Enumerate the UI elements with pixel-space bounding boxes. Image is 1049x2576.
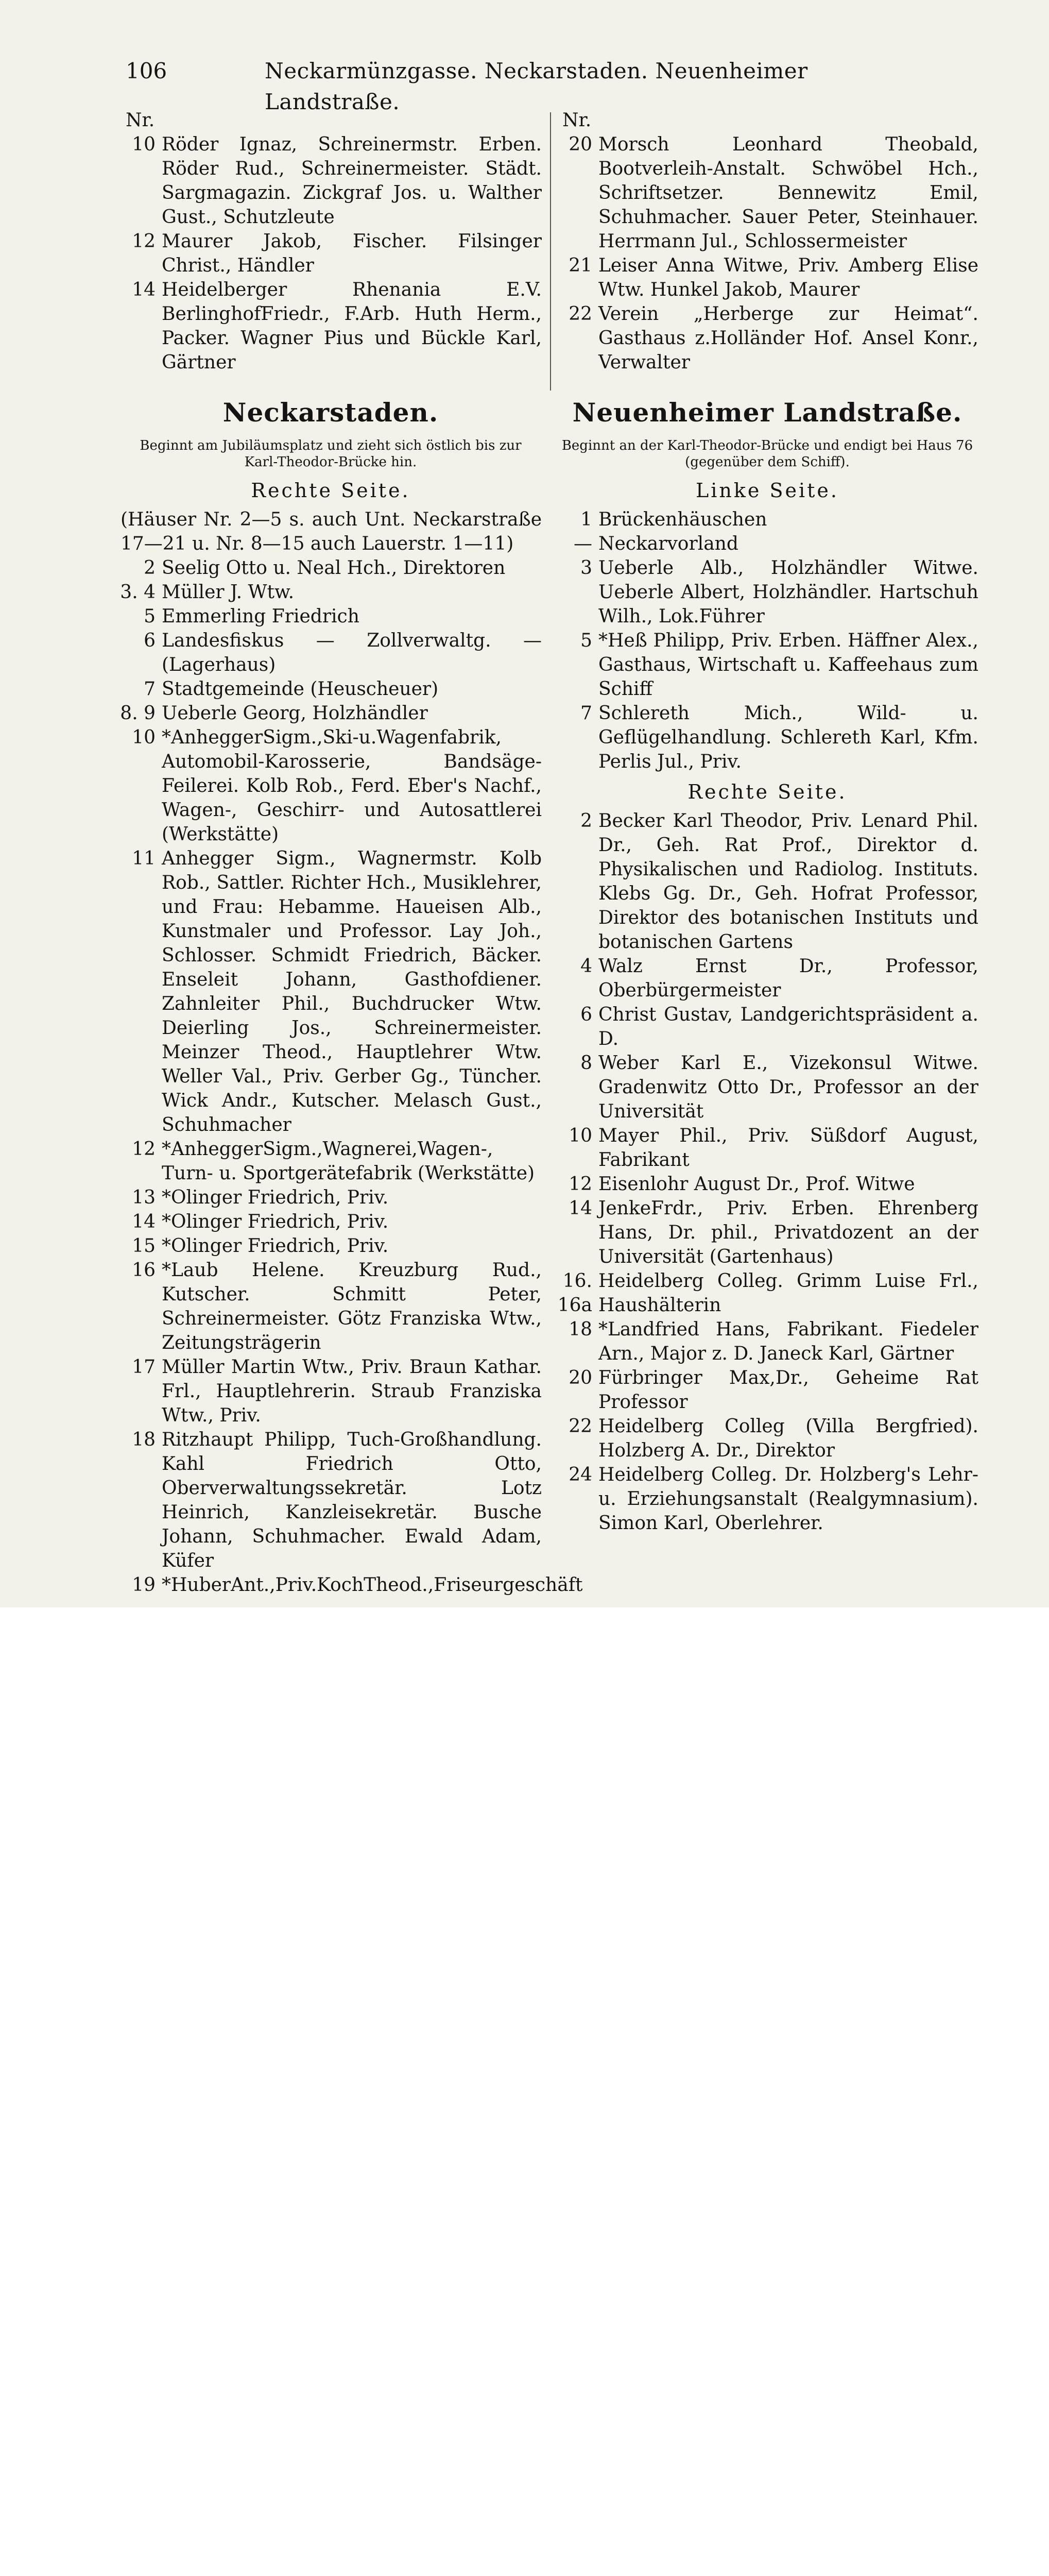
entry-text: *AnheggerSigm.,Wagnerei,Wagen-, Turn- u. Sportgerätefabrik (Werkstätte) xyxy=(162,1139,535,1184)
house-number: 16 xyxy=(132,1260,156,1281)
house-number: 4 xyxy=(580,956,592,977)
side-heading: Rechte Seite. xyxy=(251,479,410,502)
list-item xyxy=(119,677,542,701)
entry-text: Heidelberger Rhenania E.V. BerlinghofFriedr., F.Arb. Huth Herm., Packer. Wagner Pius und Bückle Karl, Gärtner xyxy=(162,279,542,373)
list-item xyxy=(556,1003,978,1051)
list-item xyxy=(556,1366,978,1414)
running-head xyxy=(126,56,895,114)
house-number: 19 xyxy=(132,1574,156,1596)
list-item xyxy=(119,556,542,580)
house-number: 12 xyxy=(132,1139,156,1160)
house-number: 11 xyxy=(132,848,156,869)
entry-text: Seelig Otto u. Neal Hch., Direktoren xyxy=(162,557,506,579)
entry-text: Ritzhaupt Philipp, Tuch-Großhandlung. Kahl Friedrich Otto, Oberverwaltungssekretär. Lotz Heinrich, Kanzleisekretär. Busche Johann, Schuhmacher. Ewald Adam, Küfer xyxy=(162,1429,542,1571)
list-item xyxy=(556,1124,978,1172)
house-number: 2 xyxy=(144,557,156,579)
entry-text: *HuberAnt.,Priv.KochTheod.,Friseurgeschäft xyxy=(162,1574,583,1596)
house-number: 3 xyxy=(580,557,592,579)
list-item xyxy=(556,701,978,774)
list-item xyxy=(556,507,978,532)
house-number: 10 xyxy=(132,134,156,155)
list-item xyxy=(556,1051,978,1124)
list-item xyxy=(119,701,542,725)
house-number: 22 xyxy=(569,1416,592,1437)
house-number: 14 xyxy=(132,279,156,300)
entry-text: Neckarvorland xyxy=(598,533,738,554)
side-heading-right: Rechte Seite. xyxy=(687,781,847,803)
entry-text: Leiser Anna Witwe, Priv. Amberg Elise Wtw. Hunkel Jakob, Maurer xyxy=(598,255,978,300)
entry-text: Mayer Phil., Priv. Süßdorf August, Fabrikant xyxy=(598,1125,978,1171)
entry-text: Heidelberg Colleg. Grimm Luise Frl., Haushälterin xyxy=(598,1270,978,1316)
column-divider-rule xyxy=(550,112,551,391)
entry-text: Maurer Jakob, Fischer. Filsinger Christ., Händler xyxy=(162,231,542,276)
house-number: 2 xyxy=(580,810,592,832)
list-item xyxy=(556,954,978,1003)
intro-note: (Häuser Nr. 2—5 s. auch Unt. Neckarstraße 17—21 u. Nr. 8—15 auch Lauerstr. 1—11) xyxy=(121,509,542,554)
list-item xyxy=(556,302,978,375)
right-column xyxy=(556,108,978,1535)
list-item xyxy=(119,604,542,629)
house-number: 18 xyxy=(569,1319,592,1340)
list-item xyxy=(556,532,978,556)
entry-text: Landesfiskus — Zollverwaltg. — (Lagerhaus) xyxy=(162,630,542,675)
house-number: 17 xyxy=(132,1357,156,1378)
house-number: 12 xyxy=(569,1174,592,1195)
list-item xyxy=(119,1234,542,1258)
entry-text: Verein „Herberge zur Heimat“. Gasthaus z.Holländer Hof. Ansel Konr., Verwalter xyxy=(598,303,978,373)
list-item xyxy=(556,556,978,629)
house-number: 10 xyxy=(132,727,156,748)
house-number: 15 xyxy=(132,1235,156,1257)
side-heading-left: Linke Seite. xyxy=(696,479,839,502)
house-number: 24 xyxy=(569,1464,592,1485)
house-number: 20 xyxy=(569,1367,592,1388)
entry-text: Emmerling Friedrich xyxy=(162,606,359,627)
list-item xyxy=(119,1258,542,1355)
house-number: 12 xyxy=(132,231,156,252)
list-item xyxy=(556,1414,978,1463)
list-item xyxy=(556,809,978,954)
house-number: 7 xyxy=(580,703,592,724)
list-item xyxy=(119,1355,542,1428)
house-number: 21 xyxy=(569,255,592,276)
entry-text: Fürbringer Max,Dr., Geheime Rat Professor xyxy=(598,1367,978,1413)
page-title: Neckarmünzgasse. Neckarstaden. Neuenheimer Landstraße. xyxy=(265,58,808,114)
house-number: 3. 4 xyxy=(120,582,156,603)
house-number: 10 xyxy=(569,1125,592,1146)
list-item xyxy=(119,132,542,229)
section-title: Neuenheimer Landstraße. xyxy=(572,397,962,428)
entry-text: Müller Martin Wtw., Priv. Braun Kathar. Frl., Hauptlehrerin. Straub Franziska Wtw., Priv. xyxy=(162,1357,542,1426)
house-number: 7 xyxy=(144,679,156,700)
list-item xyxy=(119,229,542,278)
house-number: 20 xyxy=(569,134,592,155)
entry-text: Stadtgemeinde (Heuscheuer) xyxy=(162,679,439,700)
list-item xyxy=(556,629,978,701)
entry-text: *Heß Philipp, Priv. Erben. Häffner Alex., Gasthaus, Wirtschaft u. Kaffeehaus zum Schiff xyxy=(598,630,978,700)
entry-text: *Landfried Hans, Fabrikant. Fiedeler Arn., Major z. D. Janeck Karl, Gärtner xyxy=(598,1319,978,1364)
list-item xyxy=(556,132,978,253)
list-item xyxy=(119,1428,542,1573)
list-item xyxy=(119,1137,542,1185)
entry-text: *Olinger Friedrich, Priv. xyxy=(162,1187,389,1208)
entry-text: Anhegger Sigm., Wagnermstr. Kolb Rob., Sattler. Richter Hch., Musiklehrer, und Frau: Hebamme. Haueisen Alb., Kunstmaler und Professor. Lay Joh., Schlosser. Schmidt Friedrich, Bäcker. Enseleit Johann, Gasthofdiener. Zahnleiter Phil., Buchdrucker Wtw. Deierling Jos., Schreinermeister. Meinzer Theod., Hauptlehrer Wtw. Weller Val., Priv. Gerber Gg., Tüncher. Wick Andr., Kutscher. Melasch Gust., Schuhmacher xyxy=(162,848,542,1136)
page-number: 106 xyxy=(126,58,167,83)
house-number: 6 xyxy=(144,630,156,651)
list-item xyxy=(556,1463,978,1535)
list-item xyxy=(119,580,542,604)
house-number: 14 xyxy=(132,1211,156,1232)
house-number: 5 xyxy=(580,630,592,651)
entry-text: Schlereth Mich., Wild- u. Geflügelhandlung. Schlereth Karl, Kfm. Perlis Jul., Priv. xyxy=(598,703,978,772)
house-number: — xyxy=(574,533,592,554)
nr-label: Nr. xyxy=(126,110,155,131)
house-number: 8. 9 xyxy=(120,703,156,724)
entry-text: Heidelberg Colleg. Dr. Holzberg's Lehr- u. Erziehungsanstalt (Realgymnasium). Simon Karl, Oberlehrer. xyxy=(598,1464,978,1534)
entry-text: *Laub Helene. Kreuzburg Rud., Kutscher. Schmitt Peter, Schreinermeister. Götz Franziska Wtw., Zeitungsträgerin xyxy=(162,1260,542,1353)
house-number: 16. 16a xyxy=(557,1270,592,1316)
entry-text: Becker Karl Theodor, Priv. Lenard Phil. Dr., Geh. Rat Prof., Direktor d. Physikalischen und Radiolog. Instituts. Klebs Gg. Dr., Geh. Hofrat Professor, Direktor des botanischen Instituts und botanischen Gartens xyxy=(598,810,978,953)
list-item xyxy=(119,725,542,846)
entry-text: Morsch Leonhard Theobald, Bootverleih-Anstalt. Schwöbel Hch., Schriftsetzer. Bennewitz Emil, Schuhmacher. Sauer Peter, Steinhauer. Herrmann Jul., Schlossermeister xyxy=(598,134,978,252)
list-item xyxy=(119,1185,542,1210)
entry-text: Müller J. Wtw. xyxy=(162,582,295,603)
entry-text: Christ Gustav, Landgerichtspräsident a. D. xyxy=(598,1004,978,1049)
list-item xyxy=(119,1573,583,1597)
list-item xyxy=(556,1317,978,1366)
house-number: 8 xyxy=(580,1053,592,1074)
entry-text: Ueberle Alb., Holzhändler Witwe. Ueberle Albert, Holzhändler. Hartschuh Wilh., Lok.Führer xyxy=(598,557,978,627)
list-item xyxy=(119,629,542,677)
house-number: 13 xyxy=(132,1187,156,1208)
house-number: 5 xyxy=(144,606,156,627)
entry-text: Brückenhäuschen xyxy=(598,509,767,530)
section-note: Beginnt an der Karl-Theodor-Brücke und endigt bei Haus 76 (gegenüber dem Schiff). xyxy=(561,438,973,470)
list-item xyxy=(556,253,978,302)
entry-text: JenkeFrdr., Priv. Erben. Ehrenberg Hans, Dr. phil., Privatdozent an der Universität (Gartenhaus) xyxy=(598,1198,978,1267)
house-number: 1 xyxy=(580,509,592,530)
house-number: 22 xyxy=(569,303,592,325)
list-item xyxy=(119,278,542,375)
footer xyxy=(0,1607,1049,1715)
list-item xyxy=(119,1210,542,1234)
nr-label: Nr. xyxy=(562,110,592,131)
entry-text: *AnheggerSigm.,Ski-u.Wagenfabrik, Automobil-Karosserie, Bandsäge-Feilerei. Kolb Rob., Ferd. Eber's Nachf., Wagen-, Geschirr- und Autosattlerei (Werkstätte) xyxy=(162,727,542,845)
entry-text: Heidelberg Colleg (Villa Bergfried). Holzberg A. Dr., Direktor xyxy=(598,1416,978,1461)
entry-text: *Olinger Friedrich, Priv. xyxy=(162,1211,389,1232)
entry-text: Röder Ignaz, Schreinermstr. Erben. Röder Rud., Schreinermeister. Städt. Sargmagazin. Zickgraf Jos. u. Walther Gust., Schutzleute xyxy=(162,134,542,228)
house-number: 18 xyxy=(132,1429,156,1450)
list-item xyxy=(556,1196,978,1269)
section-title: Neckarstaden. xyxy=(222,397,439,428)
house-number: 6 xyxy=(580,1004,592,1025)
list-item xyxy=(556,1172,978,1196)
entry-text: Ueberle Georg, Holzhändler xyxy=(162,703,428,724)
house-number: 14 xyxy=(569,1198,592,1219)
section-note: Beginnt am Jubiläumsplatz und zieht sich östlich bis zur Karl-Theodor-Brücke hin. xyxy=(140,438,522,470)
list-item xyxy=(556,1269,978,1317)
entry-text: Walz Ernst Dr., Professor, Oberbürgermeister xyxy=(598,956,978,1001)
list-item xyxy=(119,846,542,1137)
entry-text: Weber Karl E., Vizekonsul Witwe. Gradenwitz Otto Dr., Professor an der Universität xyxy=(598,1053,978,1122)
entry-text: Eisenlohr August Dr., Prof. Witwe xyxy=(598,1174,915,1195)
entry-text: *Olinger Friedrich, Priv. xyxy=(162,1235,389,1257)
